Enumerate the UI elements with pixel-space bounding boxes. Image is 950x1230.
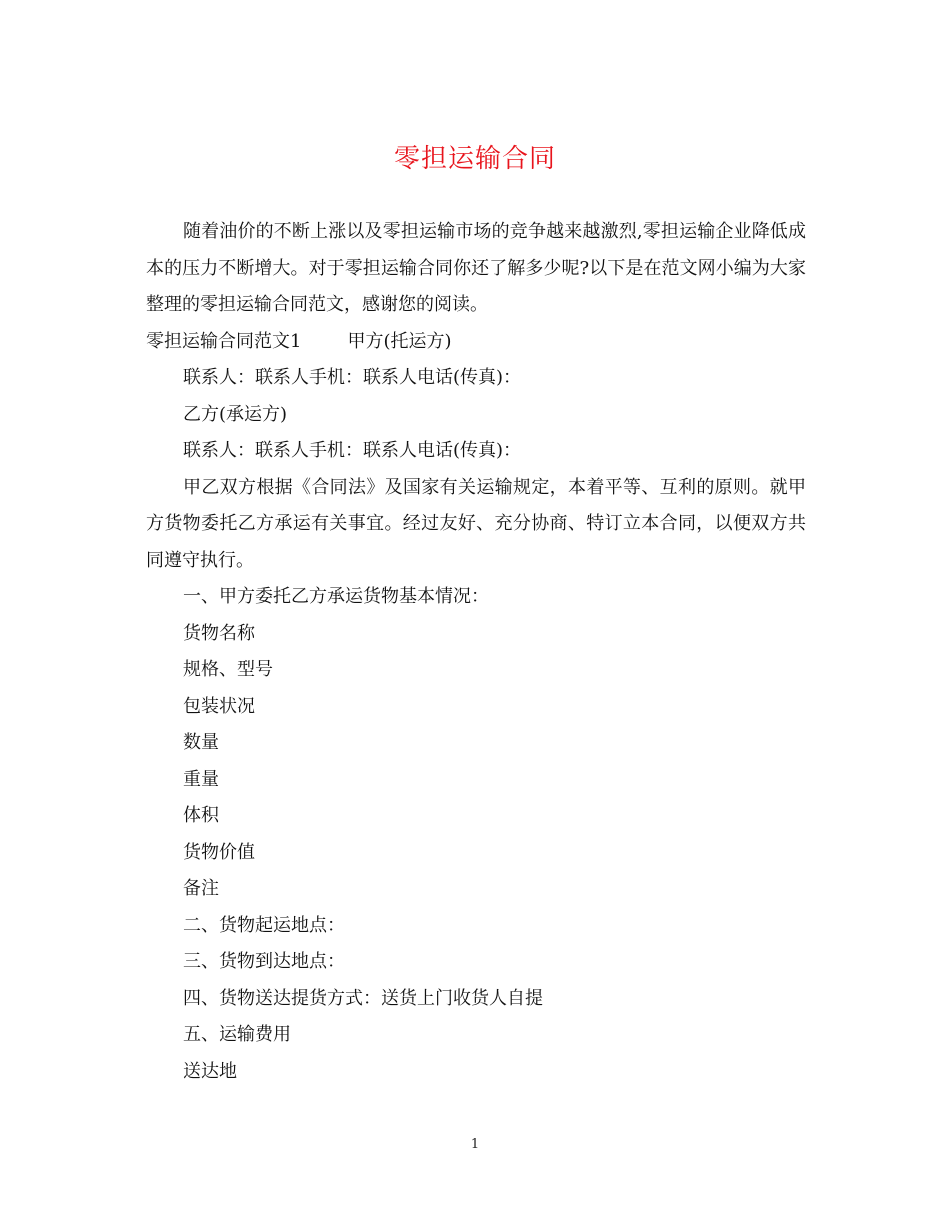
goods-field-remarks: 备注 [183,878,219,899]
delivery-place: 送达地 [183,1060,237,1082]
goods-field-packaging: 包装状况 [183,695,255,717]
document-title: 零担运输合同 [393,144,556,174]
clause-5: 五、运输费用 [183,1024,291,1045]
section-heading-line [146,324,806,361]
goods-field-spec: 规格、型号 [183,659,273,680]
clause-4: 四、货物送达提货方式：送货上门收货人自提 [183,987,543,1009]
goods-field-value: 货物价值 [183,841,255,863]
goods-field-weight: 重量 [183,768,219,790]
intro-paragraph: 随着油价的不断上涨以及零担运输市场的竞争越来越激烈,零担运输企业降低成本的压力不断增大。对于零担运输合同你还了解多少呢?以下是在范文网小编为大家整理的零担运输合同范文，感谢您的阅读。 [146,221,806,315]
contact-a-line: 联系人：联系人手机：联系人电话(传真)： [183,367,522,388]
goods-field-name: 货物名称 [183,622,255,644]
page-number: 1 [470,1137,480,1152]
clause-3: 三、货物到达地点： [183,951,345,972]
goods-field-volume: 体积 [183,805,219,826]
goods-field-quantity: 数量 [183,732,219,753]
agreement-paragraph: 甲乙双方根据《合同法》及国家有关运输规定，本着平等、互利的原则。就甲方货物委托乙方承运有关事宜。经过友好、充分协商、特订立本合同，以便双方共同遵守执行。 [146,476,806,571]
clause-2: 二、货物起运地点： [183,914,345,936]
contact-b-line: 联系人：联系人手机：联系人电话(传真)： [183,440,522,461]
party-a-label: 甲方(托运方) [347,330,452,352]
party-b-label: 乙方(承运方) [183,403,288,425]
section-heading: 零担运输合同范文1 [146,330,302,352]
clause-1: 一、甲方委托乙方承运货物基本情况： [183,586,489,607]
document-body [146,214,806,1090]
